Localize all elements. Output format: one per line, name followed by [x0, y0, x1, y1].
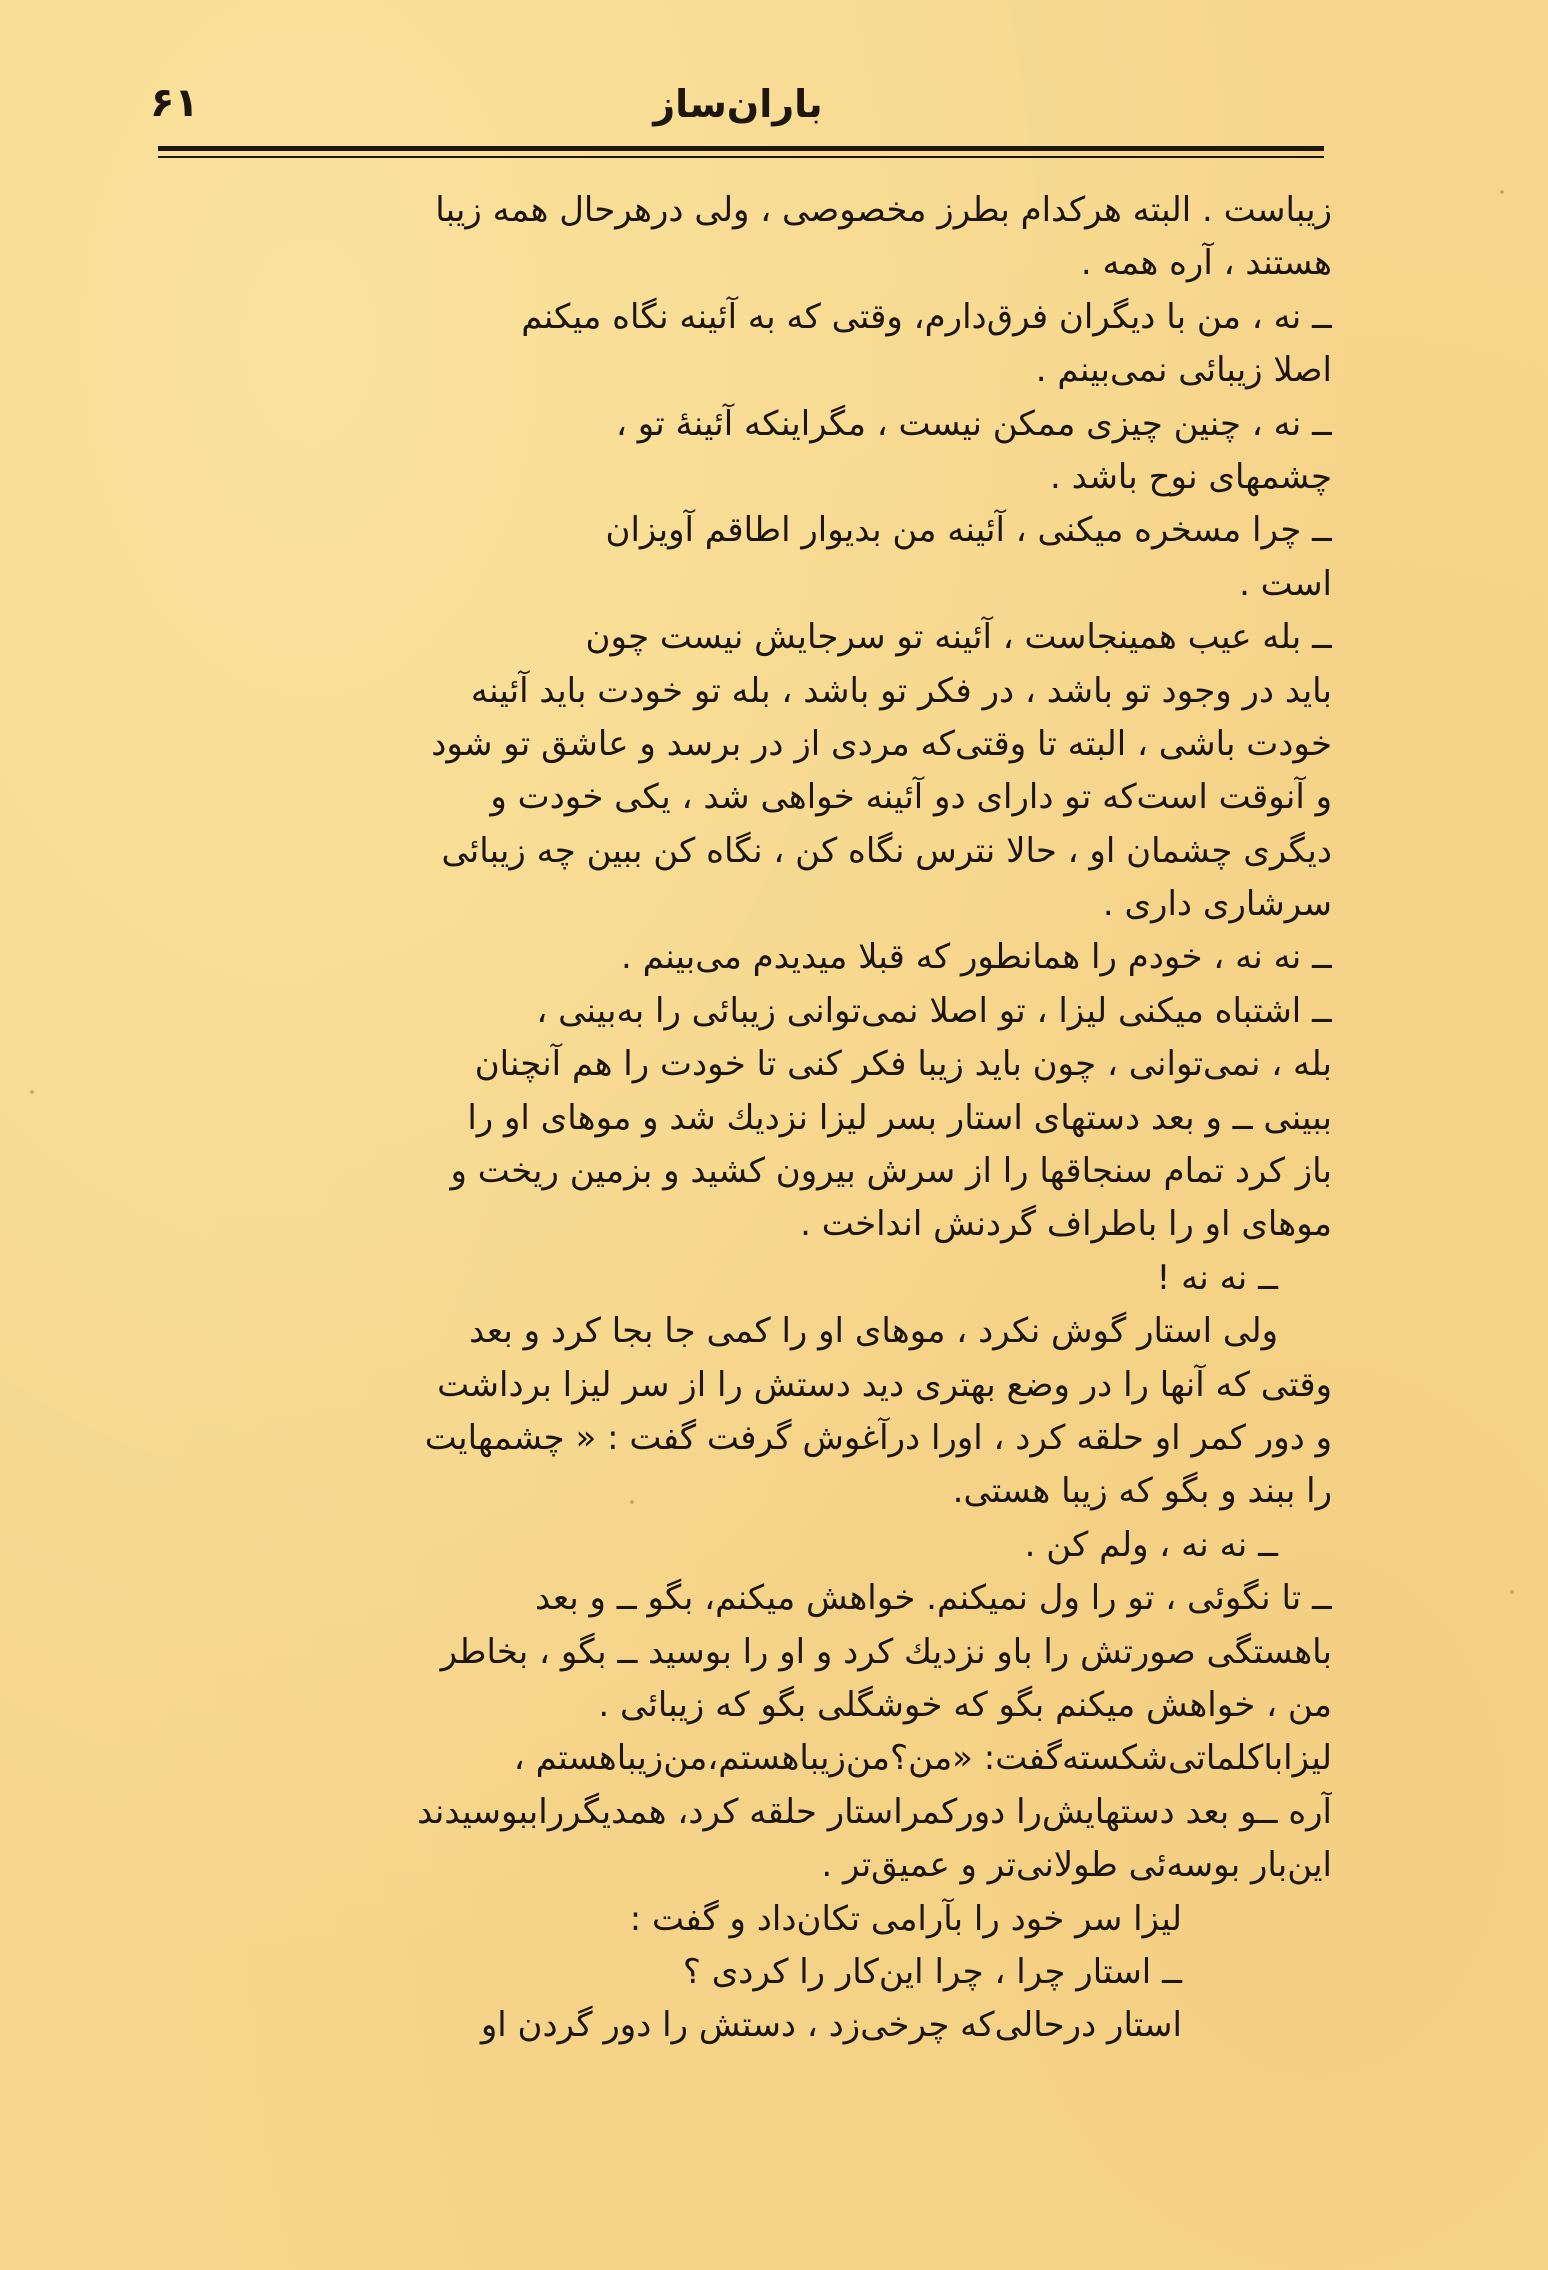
- text-line: ــ نه نه ، ولم کن .: [1024, 1524, 1278, 1565]
- text-line: ــ تا نگوئی ، تو را ول نمیکنم. خواهش میکنم، بگو ــ و بعد: [535, 1578, 1332, 1619]
- paper-speck: [630, 1500, 634, 1504]
- text-line: ــ نه نه ، خودم را همانطور که قبلا میدیدم می‌بینم .: [621, 937, 1332, 978]
- text-line: ــ بله عیب همینجاست ، آئینه تو سرجایش نیست چون: [585, 617, 1332, 658]
- text-line: ــ نه ، من با دیگران فرق‌دارم، وقتی که به آئینه نگاه میکنم: [521, 296, 1332, 337]
- text-line: خودت باشی ، البته تا وقتی‌که مردی از در برسد و عاشق تو شود: [431, 723, 1332, 764]
- paper-speck: [1510, 1590, 1514, 1594]
- text-line: را ببند و بگو که زیبا هستی.: [952, 1471, 1332, 1512]
- paper-speck: [1500, 190, 1504, 194]
- text-line: ببینی ــ و بعد دستهای استار بسر لیزا نزدیك شد و موهای او را: [467, 1097, 1332, 1138]
- text-line: ــ نه ، چنین چیزی ممکن نیست ، مگراینکه آئینهٔ تو ،: [615, 403, 1332, 444]
- page-number: ۶۱: [150, 80, 199, 126]
- text-line: لیزا سر خود را بآرامی تکان‌داد و گفت :: [629, 1898, 1182, 1939]
- text-line: و آنوقت است‌که تو دارای دو آئینه خواهی شد ، یکی خودت و: [490, 777, 1332, 818]
- running-title: باران‌ساز: [653, 82, 823, 126]
- text-line: وقتی که آنها را در وضع بهتری دید دستش را از سر لیزا برداشت: [437, 1364, 1332, 1405]
- text-line: بله ، نمی‌توانی ، چون باید زیبا فکر کنی تا خودت را هم آنچنان: [474, 1044, 1332, 1085]
- text-line: ــ اشتباه میکنی لیزا ، تو اصلا نمی‌توانی زیبائی را به‌بینی ،: [536, 990, 1332, 1031]
- text-line: سرشاری داری .: [1102, 884, 1332, 925]
- text-line: دیگری چشمان او ، حالا نترس نگاه کن ، نگاه کن ببین چه زیبائی: [441, 830, 1332, 871]
- text-line: ولی استار گوش نکرد ، موهای او را کمی جا بجا کرد و بعد: [469, 1311, 1278, 1352]
- text-line: هستند ، آره همه .: [1080, 243, 1332, 284]
- text-line: ــ نه نه !: [1156, 1257, 1278, 1298]
- text-line: موهای او را باطراف گردنش انداخت .: [800, 1204, 1332, 1245]
- text-line: باز کرد تمام سنجاقها را از سرش بیرون کشید و بزمین ریخت و: [450, 1151, 1332, 1192]
- text-line: زیباست . البته هرکدام بطرز مخصوصی ، ولی درهرحال همه زیبا: [435, 190, 1332, 230]
- text-line: است .: [1239, 563, 1332, 604]
- text-line: استار درحالی‌که چرخی‌زد ، دستش را دور گردن او: [480, 2005, 1182, 2046]
- text-line: ــ چرا مسخره میکنی ، آئینه من بدیوار اطاقم آویزان: [605, 510, 1332, 551]
- page-header: [150, 78, 1326, 138]
- text-line: اصلا زیبائی نمی‌بینم .: [1035, 350, 1332, 391]
- text-line: ــ استار چرا ، چرا این‌کار را کردی ؟: [682, 1951, 1182, 1992]
- text-line: این‌بار بوسه‌ئی طولانی‌تر و عمیق‌تر .: [821, 1845, 1332, 1886]
- text-line: آره ــو بعد دستهایش‌را دورکمراستار حلقه کرد، همدیگرراببوسیدند: [417, 1791, 1332, 1832]
- body-text: [150, 184, 1332, 2053]
- text-line: چشمهای نوح باشد .: [1049, 456, 1332, 497]
- text-line: باید در وجود تو باشد ، در فکر تو باشد ، بله تو خودت باید آئینه: [470, 670, 1332, 711]
- header-rule-thin: [158, 156, 1324, 158]
- text-line: من ، خواهش میکنم بگو که خوشگلی بگو که زیبائی .: [598, 1684, 1332, 1725]
- text-line: باهستگی صورتش را باو نزدیك کرد و او را بوسید ــ بگو ، بخاطر: [440, 1631, 1332, 1672]
- text-line: و دور کمر او حلقه کرد ، اورا درآغوش گرفت گفت : « چشمهایت: [424, 1417, 1332, 1458]
- header-rule-thick: [158, 146, 1324, 151]
- text-line: لیزاباکلماتی‌شکسته‌گفت: «من؟من‌زیباهستم،من‌زیباهستم ،: [513, 1738, 1332, 1779]
- paper-speck: [30, 1090, 34, 1094]
